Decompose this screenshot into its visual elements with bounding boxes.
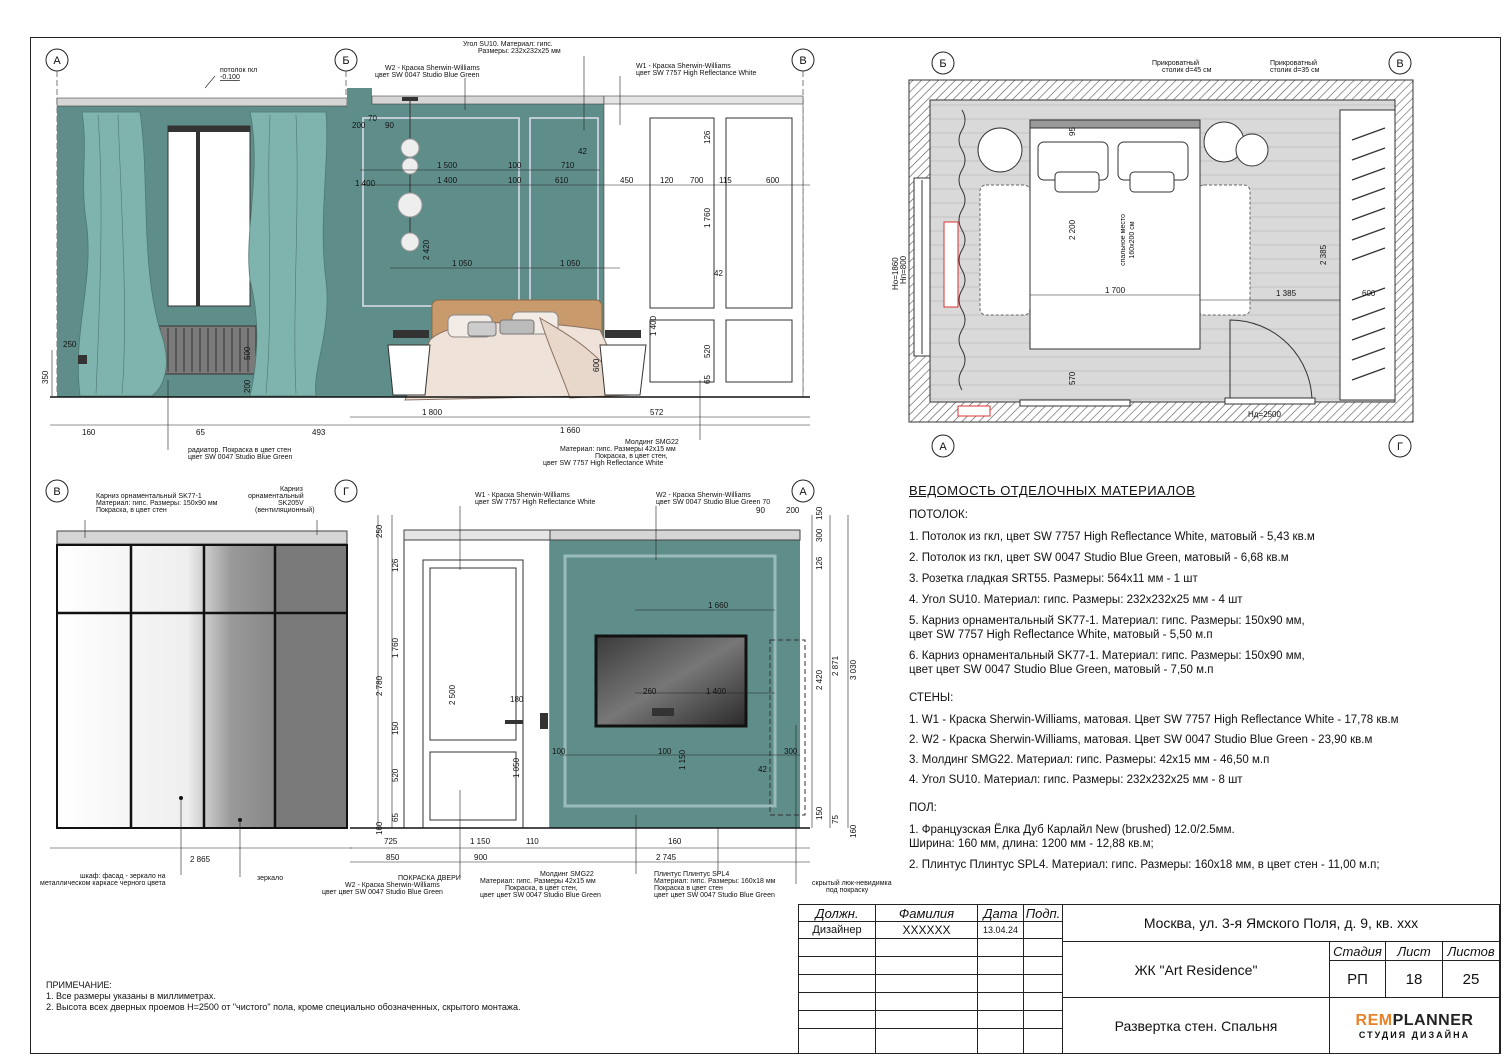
axis-marker-v-top	[792, 49, 814, 71]
svg-text:570: 570	[1068, 371, 1077, 385]
tb-header-sheet: Лист	[1385, 941, 1443, 961]
logo-text: REMPLANNER	[1355, 1011, 1474, 1029]
radiator	[154, 326, 256, 374]
tb-header-position: Должн.	[798, 904, 876, 922]
materials-ceiling-item: 1. Потолок из гкл, цвет SW 7757 High Reflectance White, матовый - 5,43 кв.м	[909, 531, 1315, 543]
svg-text:цвет SW 0047 Studio Blue Green: цвет SW 0047 Studio Blue Green	[188, 454, 293, 461]
svg-text:160: 160	[375, 821, 384, 835]
svg-text:цвет SW 7757 High Reflectance: цвет SW 7757 High Reflectance White	[636, 70, 757, 77]
svg-text:65: 65	[391, 813, 400, 822]
svg-text:Молдинг SMG22: Молдинг SMG22	[625, 439, 679, 446]
svg-text:цвет цвет SW 0047 Studio Blue: цвет цвет SW 0047 Studio Blue Green	[654, 892, 775, 899]
svg-text:42: 42	[714, 269, 723, 278]
materials-walls-item: 4. Угол SU10. Материал: гипс. Размеры: 232х232х25 мм - 8 шт	[909, 774, 1243, 786]
tb-date: 13.04.24	[977, 921, 1024, 939]
svg-text:зеркало: зеркало	[257, 875, 284, 882]
window	[168, 126, 250, 306]
materials-floor-heading: ПОЛ:	[909, 802, 937, 814]
elevation-wall-a-b-v	[41, 41, 814, 467]
svg-text:В: В	[1396, 58, 1404, 70]
svg-text:Г: Г	[1397, 441, 1403, 453]
svg-text:710: 710	[561, 161, 575, 170]
svg-text:столик d=45 см: столик d=45 см	[1162, 67, 1212, 74]
svg-text:160: 160	[849, 824, 858, 838]
svg-text:850: 850	[386, 853, 400, 862]
svg-text:2 385: 2 385	[1319, 244, 1328, 265]
svg-text:ПОКРАСКА ДВЕРИ: ПОКРАСКА ДВЕРИ	[398, 875, 461, 882]
svg-text:120: 120	[660, 176, 674, 185]
materials-ceiling-heading: ПОТОЛОК:	[909, 509, 968, 521]
svg-text:300: 300	[784, 747, 798, 756]
svg-text:100: 100	[508, 161, 522, 170]
svg-text:1 700: 1 700	[1105, 286, 1126, 295]
svg-text:1 150: 1 150	[470, 837, 491, 846]
door-handle-icon	[505, 720, 523, 724]
svg-text:1 050: 1 050	[452, 259, 473, 268]
svg-text:2 500: 2 500	[448, 684, 457, 705]
svg-text:Материал: гипс. Размеры: 160х1: Материал: гипс. Размеры: 160х18 мм	[654, 878, 776, 885]
curtain-right	[249, 112, 327, 396]
svg-text:75: 75	[831, 815, 840, 824]
svg-text:W2 - Краска Sherwin-Williams: W2 - Краска Sherwin-Williams	[385, 65, 480, 72]
svg-text:Г: Г	[343, 486, 349, 498]
svg-text:700: 700	[690, 176, 704, 185]
svg-text:металлическом каркасе черного: металлическом каркасе черного цвета	[40, 880, 166, 887]
materials-ceiling-item: 2. Потолок из гкл, цвет SW 0047 Studio Blue Green, матовый - 6,68 кв.м	[909, 552, 1289, 564]
svg-text:(вентиляционный): (вентиляционный)	[255, 507, 315, 514]
svg-text:под покраску: под покраску	[826, 887, 869, 894]
axis-marker-a-bottom	[792, 480, 814, 502]
svg-text:цвет SW 0047 Studio Blue Green: цвет SW 0047 Studio Blue Green 70	[656, 499, 771, 506]
axis-marker-v-bottom	[46, 480, 68, 502]
materials-schedule	[909, 484, 1499, 879]
svg-text:1 385: 1 385	[1276, 289, 1297, 298]
materials-floor-item: 2. Плинтус Плинтус SPL4. Материал: гипс. Размеры: 160х18 мм, в цвет стен - 11,00 м.п;	[909, 859, 1380, 871]
tb-address: Москва, ул. 3-я Ямского Поля, д. 9, кв. ххх	[1062, 904, 1500, 942]
svg-text:2 865: 2 865	[190, 855, 211, 864]
axis-marker-a-plan	[932, 435, 954, 457]
svg-text:450: 450	[620, 176, 634, 185]
svg-text:Но=1860: Но=1860	[891, 257, 900, 290]
bed	[405, 300, 630, 400]
svg-text:2 745: 2 745	[656, 853, 677, 862]
tb-sheet-name: Развертка стен. Спальня	[1062, 997, 1330, 1054]
svg-text:W1 - Краска Sherwin-Williams: W1 - Краска Sherwin-Williams	[636, 63, 731, 70]
svg-text:2 780: 2 780	[375, 675, 384, 696]
svg-text:200: 200	[352, 121, 366, 130]
svg-text:W2 - Краска Sherwin-Williams: W2 - Краска Sherwin-Williams	[345, 882, 440, 889]
notes	[46, 980, 520, 1013]
svg-text:110: 110	[526, 837, 539, 846]
svg-text:1 400: 1 400	[706, 687, 727, 696]
svg-text:3 030: 3 030	[849, 659, 858, 680]
svg-text:65: 65	[196, 428, 205, 437]
floor-plan	[891, 52, 1413, 457]
axis-marker-b-top	[335, 49, 357, 71]
svg-text:А: А	[939, 441, 947, 453]
rug-left	[980, 185, 1030, 315]
svg-text:260: 260	[643, 687, 657, 696]
svg-text:Прикроватный: Прикроватный	[1152, 60, 1200, 67]
svg-text:90: 90	[756, 506, 765, 515]
svg-text:200: 200	[786, 506, 800, 515]
axis-marker-g-bottom	[335, 480, 357, 502]
tb-sheets: 25	[1442, 960, 1500, 998]
materials-ceiling-item: 3. Розетка гладкая SRT55. Размеры: 564х11 мм - 1 шт	[909, 573, 1198, 585]
materials-ceiling-item: 5. Карниз орнаментальный SK77-1. Материал: гипс. Размеры: 150х90 мм, цвет SW 7757 High Reflectance White, матовый - 5,50 м.п	[909, 615, 1305, 641]
svg-text:160х200 см: 160х200 см	[1129, 221, 1136, 259]
svg-text:500: 500	[243, 346, 252, 360]
axis-marker-a-top	[46, 49, 68, 71]
svg-text:600: 600	[592, 358, 601, 372]
svg-text:-0.100: -0.100	[220, 74, 240, 81]
svg-text:А: А	[799, 486, 807, 498]
svg-text:1 760: 1 760	[703, 207, 712, 228]
svg-text:2 420: 2 420	[815, 669, 824, 690]
svg-text:600: 600	[766, 176, 780, 185]
svg-text:цвет SW 0047 Studio Blue Green: цвет SW 0047 Studio Blue Green	[375, 72, 480, 79]
tb-header-name: Фамилия	[875, 904, 978, 922]
svg-text:Материал: гипс. Размеры 42х15: Материал: гипс. Размеры 42х15 мм	[560, 446, 676, 453]
svg-text:300: 300	[815, 528, 824, 542]
svg-text:W1 - Краска Sherwin-Williams: W1 - Краска Sherwin-Williams	[475, 492, 570, 499]
materials-walls-item: 2. W2 - Краска Sherwin-Williams, матовая. Цвет SW 0047 Studio Blue Green - 23,90 кв.м	[909, 734, 1373, 746]
svg-text:126: 126	[815, 556, 824, 570]
svg-text:90: 90	[385, 121, 394, 130]
svg-text:725: 725	[384, 837, 398, 846]
title-block	[798, 904, 1500, 1054]
svg-text:250: 250	[63, 340, 77, 349]
svg-text:Карниз: Карниз	[280, 486, 303, 493]
svg-text:2 200: 2 200	[1068, 219, 1077, 240]
materials-floor-item: 1. Французская Ёлка Дуб Карлайл New (brushed) 12.0/2.5мм. Ширина: 160 мм, длина: 1200 мм - 12,88 кв.м;	[909, 824, 1235, 850]
tb-header-sheets: Листов	[1442, 941, 1500, 961]
cornice-sk77	[57, 531, 347, 544]
svg-text:150: 150	[391, 721, 400, 735]
svg-text:Карниз орнаментальный SK77-1: Карниз орнаментальный SK77-1	[96, 493, 202, 500]
svg-text:150: 150	[815, 806, 824, 820]
svg-text:радиатор. Покраска в цвет стен: радиатор. Покраска в цвет стен	[188, 447, 292, 454]
svg-text:цвет SW 7757 High Reflectance: цвет SW 7757 High Reflectance White	[475, 499, 596, 506]
svg-text:42: 42	[758, 765, 767, 774]
svg-text:W2 - Краска Sherwin-Williams: W2 - Краска Sherwin-Williams	[656, 492, 751, 499]
materials-title: ВЕДОМОСТЬ ОТДЕЛОЧНЫХ МАТЕРИАЛОВ	[909, 483, 1196, 498]
door	[423, 560, 523, 828]
svg-text:126: 126	[703, 130, 712, 144]
svg-text:Покраска, в цвет стен,: Покраска, в цвет стен,	[505, 885, 578, 892]
tb-header-sign: Подп.	[1023, 904, 1063, 922]
tb-header-stage: Стадия	[1329, 941, 1386, 961]
svg-text:65: 65	[703, 375, 712, 384]
svg-text:160: 160	[668, 837, 682, 846]
axis-marker-v-plan	[1389, 52, 1411, 74]
svg-text:95: 95	[1068, 127, 1077, 136]
svg-text:600: 600	[1362, 289, 1376, 298]
svg-text:Плинтус Плинтус SPL4: Плинтус Плинтус SPL4	[654, 871, 730, 878]
svg-text:столик d=35 см: столик d=35 см	[1270, 67, 1320, 74]
svg-text:572: 572	[650, 408, 664, 417]
svg-text:Нд=2500: Нд=2500	[1248, 410, 1281, 419]
svg-text:100: 100	[658, 747, 672, 756]
svg-text:1 050: 1 050	[560, 259, 581, 268]
svg-text:150: 150	[815, 506, 824, 520]
axis-marker-g-plan	[1389, 435, 1411, 457]
svg-text:250: 250	[375, 524, 384, 538]
tb-sign	[1023, 921, 1063, 939]
svg-text:1 800: 1 800	[422, 408, 443, 417]
svg-text:493: 493	[312, 428, 326, 437]
materials-walls-heading: СТЕНЫ:	[909, 692, 954, 704]
svg-text:610: 610	[555, 176, 569, 185]
svg-text:70: 70	[368, 114, 377, 123]
tb-position: Дизайнер	[798, 921, 876, 939]
svg-text:520: 520	[391, 768, 400, 782]
svg-text:Нп=800: Нп=800	[899, 255, 908, 284]
elevation-door-tv	[322, 480, 892, 899]
notes-title: ПРИМЕЧАНИЕ:	[46, 980, 112, 990]
logo-subtitle: СТУДИЯ ДИЗАЙНА	[1358, 1029, 1471, 1040]
svg-text:1 400: 1 400	[437, 176, 458, 185]
plan-nightstand-left	[978, 128, 1022, 172]
svg-text:100: 100	[552, 747, 566, 756]
svg-text:шкаф: фасад - зеркало на: шкаф: фасад - зеркало на	[80, 873, 166, 880]
svg-text:потолок гкл: потолок гкл	[220, 67, 258, 74]
svg-text:1 150: 1 150	[678, 749, 687, 770]
nightstand-left	[393, 330, 429, 338]
axis-marker-b-plan	[932, 52, 954, 74]
svg-text:1 400: 1 400	[355, 179, 376, 188]
svg-text:350: 350	[41, 370, 50, 384]
nightstand-right	[605, 330, 641, 338]
svg-text:1 660: 1 660	[708, 601, 729, 610]
svg-text:100: 100	[508, 176, 522, 185]
svg-text:42: 42	[578, 147, 587, 156]
svg-text:126: 126	[391, 558, 400, 572]
svg-text:Покраска, в цвет стен: Покраска, в цвет стен	[96, 507, 167, 514]
socket-icon	[78, 355, 87, 364]
svg-text:1 050: 1 050	[512, 757, 521, 778]
svg-text:Прикроватный: Прикроватный	[1270, 60, 1318, 67]
tb-logo	[1329, 997, 1500, 1054]
svg-text:SK205V: SK205V	[278, 500, 304, 507]
svg-text:Размеры: 232х232х25 мм: Размеры: 232х232х25 мм	[478, 48, 561, 55]
svg-text:орнаментальный: орнаментальный	[248, 493, 304, 500]
materials-ceiling-item: 6. Карниз орнаментальный SK77-1. Материал: гипс. Размеры: 150х90 мм, цвет цвет SW 0047 Studio Blue Green, матовый - 7,50 м.п	[909, 650, 1305, 676]
plan-radiator	[944, 222, 958, 307]
materials-ceiling-item: 4. Угол SU10. Материал: гипс. Размеры: 232х232х25 мм - 4 шт	[909, 594, 1243, 606]
svg-text:В: В	[53, 486, 61, 498]
svg-text:520: 520	[703, 344, 712, 358]
svg-text:2 871: 2 871	[831, 655, 840, 676]
note-item: 2. Высота всех дверных проемов Н=2500 от "чистого" пола, кроме специально обозначенных, скрытого монтажа.	[46, 1002, 521, 1012]
svg-text:спальное место: спальное место	[1120, 214, 1127, 266]
svg-text:Покраска в цвет стен: Покраска в цвет стен	[654, 885, 723, 892]
svg-text:А: А	[53, 55, 61, 67]
tb-project: ЖК "Art Residence"	[1062, 941, 1330, 998]
svg-text:1 760: 1 760	[391, 637, 400, 658]
svg-text:1 400: 1 400	[649, 315, 658, 336]
svg-text:Б: Б	[342, 55, 350, 67]
svg-text:900: 900	[474, 853, 488, 862]
tb-header-date: Дата	[977, 904, 1024, 922]
note-item: 1. Все размеры указаны в миллиметрах.	[46, 991, 216, 1001]
svg-text:2 420: 2 420	[422, 239, 431, 260]
svg-text:В: В	[799, 55, 807, 67]
svg-text:цвет SW 7757 High Reflectance: цвет SW 7757 High Reflectance White	[543, 460, 664, 467]
svg-text:Покраска, в цвет стен,: Покраска, в цвет стен,	[595, 453, 668, 460]
svg-text:цвет цвет SW 0047 Studio Blue: цвет цвет SW 0047 Studio Blue Green	[480, 892, 601, 899]
elevation-wardrobe	[40, 480, 357, 887]
svg-text:160: 160	[82, 428, 96, 437]
materials-walls-item: 1. W1 - Краска Sherwin-Williams, матовая. Цвет SW 7757 High Reflectance White - 17,78 кв.м	[909, 714, 1399, 726]
tb-sheet: 18	[1385, 960, 1443, 998]
svg-text:Материал: гипс. Размеры: 150х9: Материал: гипс. Размеры: 150х90 мм	[96, 500, 218, 507]
svg-text:Материал: гипс. Размеры 42х15: Материал: гипс. Размеры 42х15 мм	[480, 878, 596, 885]
svg-text:1 660: 1 660	[560, 426, 581, 435]
cornice-left	[57, 98, 347, 106]
svg-text:115: 115	[719, 176, 732, 185]
materials-walls-item: 3. Молдинг SMG22. Материал: гипс. Размеры: 42х15 мм - 46,50 м.п	[909, 754, 1270, 766]
svg-text:скрытый люк-невидимка: скрытый люк-невидимка	[812, 880, 892, 887]
svg-text:200: 200	[243, 379, 252, 393]
rug-right	[1198, 185, 1250, 315]
svg-text:Молдинг SMG22: Молдинг SMG22	[540, 871, 594, 878]
tb-name: ХХХХХХ	[875, 921, 978, 939]
tb-stage: РП	[1329, 960, 1386, 998]
svg-text:1 500: 1 500	[437, 161, 458, 170]
svg-text:Угол SU10. Материал: гипс.: Угол SU10. Материал: гипс.	[463, 41, 553, 48]
svg-text:Б: Б	[939, 58, 947, 70]
svg-text:цвет цвет SW 0047 Studio Blue: цвет цвет SW 0047 Studio Blue Green	[322, 889, 443, 896]
svg-text:180: 180	[510, 695, 524, 704]
